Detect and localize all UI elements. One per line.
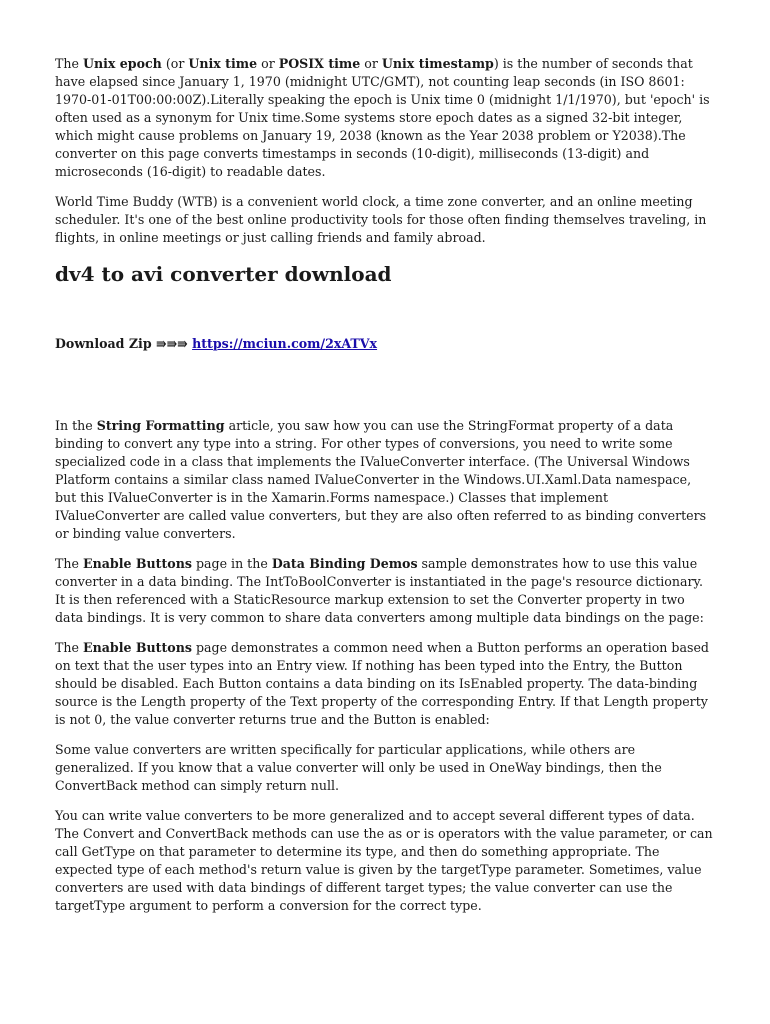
paragraph-specific-converters: Some value converters are written specifically for particular applications, while others are generalized. If you know that a value converter will only be used in OneWay bindings, then the ConvertBack method can simply return null. xyxy=(55,742,662,793)
intro-paragraph-world-time-buddy: World Time Buddy (WTB) is a convenient world clock, a time zone converter, and an online meeting scheduler. It's one of the best online productivity tools for those often finding themselves traveling, in flights, in online meetings or just calling friends and family abroad. xyxy=(55,194,707,245)
paragraph-generalized-converters: You can write value converters to be more generalized and to accept several different types of data. The Convert and ConvertBack methods can use the as or is operators with the value parameter, or can call GetType on that parameter to determine its type, and then do something appropriate. The expected type of each method's return value is given by the targetType parameter. Sometimes, value converters are used with data bindings of different target types; the value converter can use the targetType argument to perform a conversion for the correct type. xyxy=(55,808,713,913)
text-run: sample demonstrates how to use this value converter in a data binding. The IntToBoolConverter is instantiated in the page's resource dictionary. It is then referenced with a StaticResource markup extension to set the Converter property in two data bindings. It is very common to share data converters among multiple data bindings on the page: xyxy=(55,556,704,625)
text-run: ) is the number of seconds that have elapsed since January 1, 1970 (midnight UTC/GMT), not counting leap seconds (in ISO 8601: 1970-01-01T00:00:00Z).Literally speaking the epoch is Unix time 0 (midnight 1/1/1970), but 'epoch' is often used as a synonym for Unix time.Some systems store epoch dates as a signed 32-bit integer, which might cause problems on January 19, 2038 (known as the Year 2038 problem or Y2038).The converter on this page converts timestamps in seconds (10-digit), milliseconds (13-digit) and microseconds (16-digit) to readable dates. xyxy=(55,56,710,179)
text-run: or xyxy=(257,56,279,71)
text-run: page demonstrates a common need when a Button performs an operation based on text that the user types into an Entry view. If nothing has been typed into the Entry, the Button should be disabled. Each Button contains a data binding on its IsEnabled property. The data-binding source is the Length property of the Text property of the corresponding Entry. If that Length property is not 0, the value converter returns true and the Button is enabled: xyxy=(55,640,709,727)
bold-term: Unix timestamp xyxy=(381,56,494,71)
bold-term: Enable Buttons xyxy=(82,556,192,571)
paragraph-string-formatting xyxy=(55,417,715,543)
download-label: Download Zip ⇛⇛⇛ xyxy=(55,336,193,351)
paragraph-enable-buttons-page xyxy=(55,639,715,729)
bold-term: Unix time xyxy=(188,56,258,71)
bold-term: Data Binding Demos xyxy=(271,556,418,571)
bold-term: String Formatting xyxy=(96,418,225,433)
download-link[interactable]: https://mciun.com/2xATVx xyxy=(192,336,378,351)
bold-term: Enable Buttons xyxy=(82,640,192,655)
text-run: The xyxy=(55,56,83,71)
bold-term: POSIX time xyxy=(278,56,361,71)
text-run: (or xyxy=(161,56,189,71)
download-line xyxy=(55,335,715,353)
bold-term: Unix epoch xyxy=(82,56,162,71)
text-run: The xyxy=(55,556,83,571)
text-run: or xyxy=(360,56,382,71)
intro-paragraph-unix-epoch xyxy=(55,55,715,181)
text-run: In the xyxy=(55,418,97,433)
paragraph-enable-buttons-demo xyxy=(55,555,715,627)
page-title: dv4 to avi converter download xyxy=(55,262,392,286)
text-run: article, you saw how you can use the StringFormat property of a data binding to convert any type into a string. For other types of conversions, you need to write some specialized code in a class that implements the IValueConverter interface. (The Universal Windows Platform contains a similar class named IValueConverter in the Windows.UI.Xaml.Data namespace, but this IValueConverter is in the Xamarin.Forms namespace.) Classes that implement IValueConverter are called value converters, but they are also often referred to as binding converters or binding value converters. xyxy=(55,418,707,541)
text-run: page in the xyxy=(191,556,272,571)
text-run: The xyxy=(55,640,83,655)
